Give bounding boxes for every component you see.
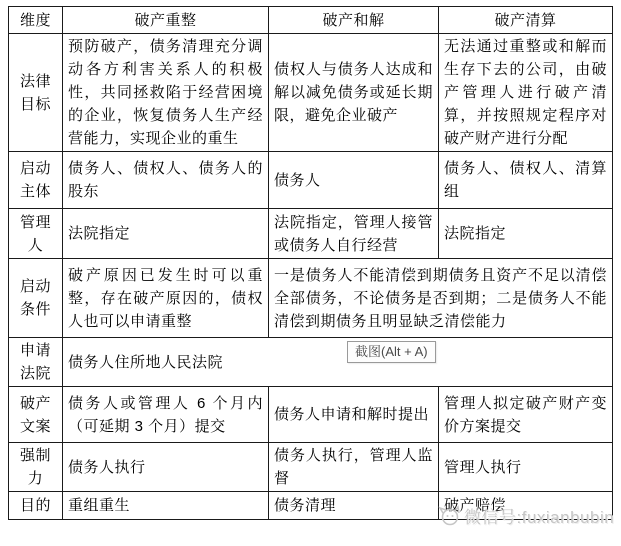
cell-initiating-party-settlement: 债务人 — [269, 152, 439, 209]
row-legal-goal — [9, 34, 613, 152]
cell-legal-goal-settlement: 债权人与债务人达成和解以减免债务或延长期限，避免企业破产 — [269, 34, 439, 152]
row-label-administrator: 管理人 — [9, 209, 63, 259]
bankruptcy-comparison-table — [8, 6, 613, 520]
row-label-purpose: 目的 — [9, 492, 63, 520]
cell-purpose-liquidation: 破产赔偿 — [439, 492, 613, 520]
cell-initiating-party-reorganization: 债务人、债权人、债务人的股东 — [63, 152, 269, 209]
watermark-mascot-icon — [437, 505, 461, 527]
cell-administrator-liquidation: 法院指定 — [439, 209, 613, 259]
cell-bankruptcy-plan-settlement: 债务人申请和解时提出 — [269, 387, 439, 443]
header-dimension: 维度 — [9, 7, 63, 34]
cell-administrator-reorganization: 法院指定 — [63, 209, 269, 259]
header-settlement: 破产和解 — [269, 7, 439, 34]
row-label-enforcement: 强制力 — [9, 443, 63, 492]
cell-purpose-reorganization: 重组重生 — [63, 492, 269, 520]
header-liquidation: 破产清算 — [439, 7, 613, 34]
cell-bankruptcy-plan-reorganization: 债务人或管理人 6 个月内（可延期 3 个月）提交 — [63, 387, 269, 443]
table-header-row — [9, 7, 613, 34]
header-reorganization: 破产重整 — [63, 7, 269, 34]
cell-administrator-settlement: 法院指定，管理人接管或债务人自行经营 — [269, 209, 439, 259]
cell-purpose-settlement: 债务清理 — [269, 492, 439, 520]
cell-legal-goal-liquidation: 无法通过重整或和解而生存下去的公司，由破产管理人进行破产清算，并按照规定程序对破产财产进行分配 — [439, 34, 613, 152]
row-label-bankruptcy-plan: 破产文案 — [9, 387, 63, 443]
row-enforcement — [9, 443, 613, 492]
cell-enforcement-liquidation: 管理人执行 — [439, 443, 613, 492]
row-initiating-party — [9, 152, 613, 209]
cell-initiating-party-liquidation: 债务人、债权人、清算组 — [439, 152, 613, 209]
row-administrator — [9, 209, 613, 259]
row-initiating-condition — [9, 259, 613, 338]
cell-initiating-condition-settlement-liquidation: 一是债务人不能清偿到期债务且资产不足以清偿全部债务，不论债务是否到期；二是债务人不能清偿到期债务且明显缺乏清偿能力 — [269, 259, 613, 338]
row-applying-court — [9, 338, 613, 387]
row-label-applying-court: 申请法院 — [9, 338, 63, 387]
row-label-initiating-condition: 启动条件 — [9, 259, 63, 338]
watermark-text: 微信号:fuxianbubin — [464, 508, 615, 527]
cell-bankruptcy-plan-liquidation: 管理人拟定破产财产变价方案提交 — [439, 387, 613, 443]
row-bankruptcy-plan — [9, 387, 613, 443]
watermark — [437, 503, 614, 528]
cell-enforcement-reorganization: 债务人执行 — [63, 443, 269, 492]
cell-applying-court-all: 债务人住所地人民法院 — [63, 338, 613, 387]
screenshot-tooltip: 截图(Alt + A) — [347, 341, 436, 363]
row-label-legal-goal: 法律目标 — [9, 34, 63, 152]
cell-initiating-condition-reorganization: 破产原因已发生时可以重整，存在破产原因的，债权人也可以申请重整 — [63, 259, 269, 338]
row-label-initiating-party: 启动主体 — [9, 152, 63, 209]
cell-enforcement-settlement: 债务人执行，管理人监督 — [269, 443, 439, 492]
cell-legal-goal-reorganization: 预防破产，债务清理充分调动各方利害关系人的积极性，共同拯救陷于经营困境的企业，恢复债务人生产经营能力，实现企业的重生 — [63, 34, 269, 152]
